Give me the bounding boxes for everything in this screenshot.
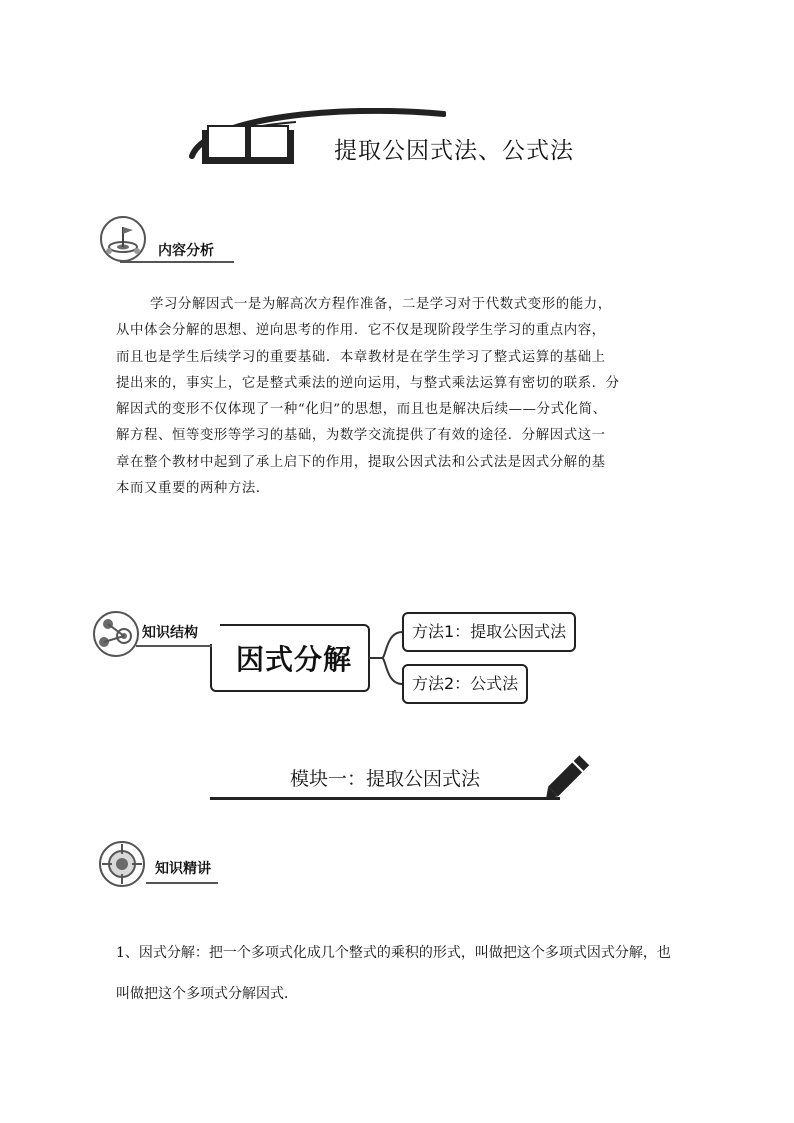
intro-line: 而且也是学生后续学习的重要基础．本章教材是在学生学习了整式运算的基础上 [116, 349, 606, 365]
section-underline [136, 645, 212, 647]
section-label-knowledge-structure: 知识结构 [142, 625, 198, 641]
intro-line: 解方程、恒等变形等学习的基础，为数学交流提供了有效的途径．分解因式这一 [116, 428, 606, 444]
intro-line: 解因式的变形不仅体现了一种“化归”的思想，而且也是解决后续——分式化简、 [116, 402, 607, 418]
section-underline [120, 261, 234, 263]
section-label-knowledge-explain: 知识精讲 [155, 861, 211, 877]
document-title: 提取公因式法、公式法 [334, 138, 574, 164]
intro-line: 本而又重要的两种方法． [116, 481, 270, 497]
mindmap-branch-node: 方法2：公式法 [402, 664, 528, 704]
module-underline [210, 797, 560, 800]
definition-line: 叫做把这个多项式分解因式． [116, 986, 298, 1002]
mindmap-connector [368, 628, 404, 688]
mindmap-root-label: 因式分解 [236, 643, 353, 676]
module-title: 模块一：提取公因式法 [290, 768, 481, 790]
crosshair-icon [98, 840, 146, 888]
target-flag-icon [99, 215, 147, 263]
intro-line: 章在整个教材中起到了承上启下的作用，提取公因式法和公式法是因式分解的基 [116, 454, 606, 470]
section-label-content-analysis: 内容分析 [158, 243, 214, 259]
section-underline [146, 882, 218, 884]
intro-line: 学习分解因式一是为解高次方程作准备，二是学习对于代数式变形的能力， [150, 297, 612, 312]
open-book-icon [200, 124, 296, 166]
intro-line: 从中体会分解的思想、逆向思考的作用．它不仅是现阶段学生学习的重点内容， [116, 323, 606, 339]
intro-line: 提出来的，事实上，它是整式乘法的逆向运用，与整式乘法运算有密切的联系．分 [116, 375, 620, 391]
pencil-icon [540, 750, 596, 806]
definition-line: 1、因式分解：把一个多项式化成几个整式的乘积的形式，叫做把这个多项式因式分解，也 [116, 945, 671, 961]
network-nodes-icon [92, 610, 142, 658]
mindmap-root-node [210, 624, 370, 692]
mindmap-branch-node: 方法1：提取公因式法 [402, 612, 576, 652]
intro-paragraph [116, 292, 676, 502]
